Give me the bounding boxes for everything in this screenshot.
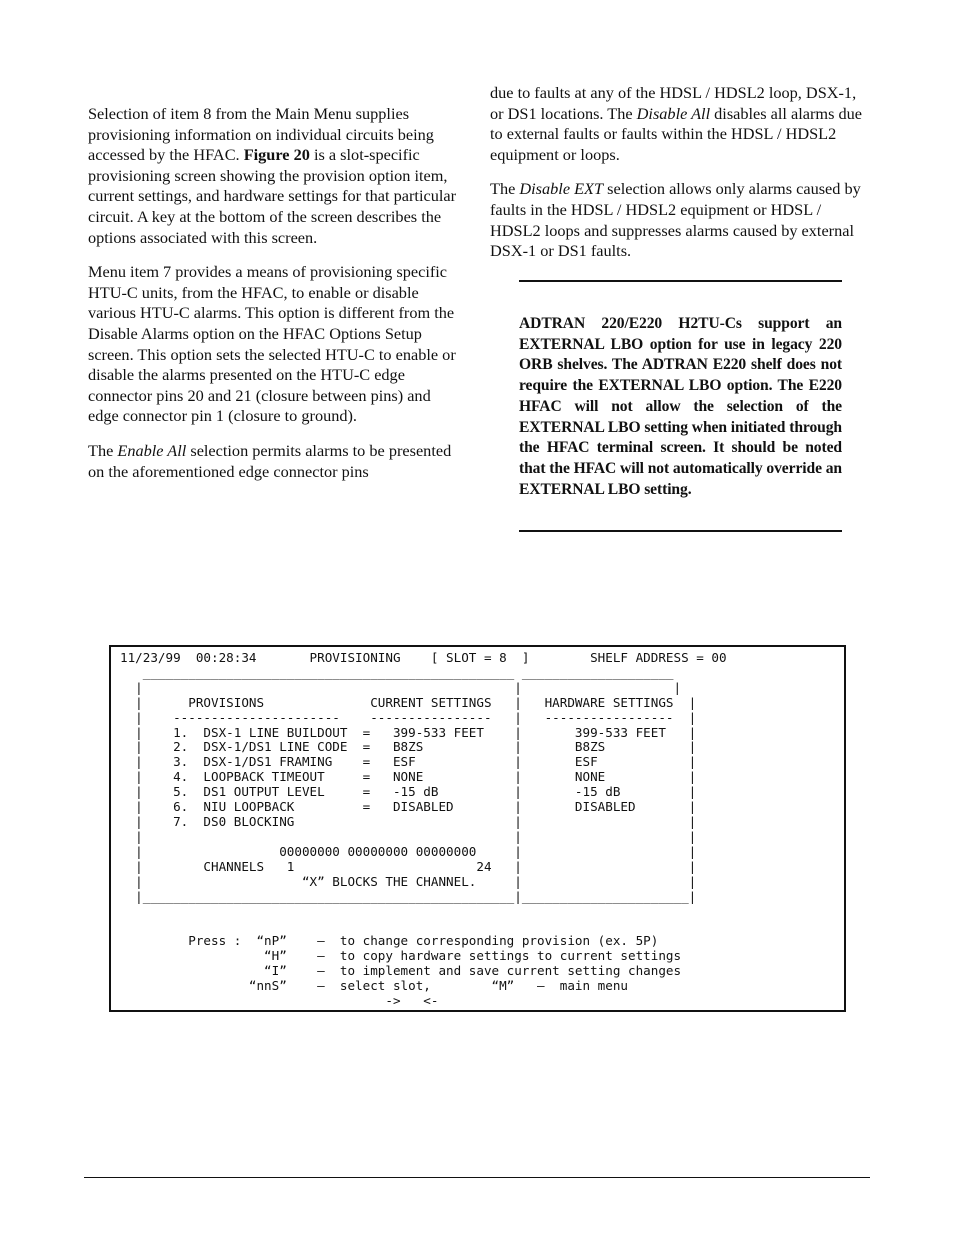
terminal-line: | 7. DS0 BLOCKING | |	[120, 813, 697, 829]
terminal-line: |_________________________________________________|______________________|	[120, 888, 697, 904]
right-text-column	[490, 83, 870, 276]
left-text-column	[88, 104, 460, 496]
terminal-line: | CHANNELS 1 24 | |	[120, 858, 697, 874]
figure-reference: Figure 20	[243, 145, 310, 165]
disable-all-term: Disable All	[636, 103, 711, 123]
disable-ext-term: Disable EXT	[519, 179, 604, 199]
note-box	[519, 280, 842, 532]
terminal-line: | | |	[120, 679, 682, 695]
footer-rule	[84, 1177, 870, 1178]
paragraph-disable-all: due to faults at any of the HDSL / HDSL2 loop, DSX-1, or DS1 locations. The Disable All disables all alarms due to external faults or faults within the HDSL / HDSL2 equipment or loops.	[490, 83, 863, 164]
terminal-line: | ---------------------- ---------------- | ----------------- |	[120, 709, 697, 725]
terminal-line: | 2. DSX-1/DS1 LINE CODE = B8ZS | B8ZS |	[120, 739, 697, 755]
terminal-line: | 3. DSX-1/DS1 FRAMING = ESF | ESF |	[120, 754, 697, 770]
terminal-line: 11/23/99 00:28:34 PROVISIONING [ SLOT = 8 ] SHELF ADDRESS = 00	[120, 650, 727, 665]
terminal-line: Press : “nP” – to change corresponding provision (ex. 5P)	[120, 933, 659, 949]
terminal-line: “I” – to implement and save current setting changes	[120, 963, 682, 979]
provisioning-terminal-screen	[109, 645, 846, 1012]
paragraph-provisioning-intro: Selection of item 8 from the Main Menu supplies provisioning information on individual circuits being accessed by the HFAC. Figure 20 is a slot-specific provisioning screen showing the provision option item, current settings, and hardware settings for that particular circuit. A key at the bottom of the screen describes the options associated with this screen.	[88, 104, 457, 247]
enable-all-term: Enable All	[117, 440, 187, 460]
terminal-line: | 5. DS1 OUTPUT LEVEL = -15 dB | -15 dB |	[120, 784, 697, 800]
terminal-line: “nnS” – select slot, “M” – main menu	[120, 977, 628, 993]
terminal-line: | 6. NIU LOOPBACK = DISABLED | DISABLED |	[120, 799, 697, 815]
paragraph-enable-all: The Enable All selection permits alarms to be presented on the aforementioned edge connector pins	[88, 440, 452, 481]
terminal-line: | 1. DSX-1 LINE BUILDOUT = 399-533 FEET | 399-533 FEET |	[120, 724, 697, 740]
terminal-line: _________________________________________________ ____________________	[120, 664, 674, 680]
terminal-line: | PROVISIONS CURRENT SETTINGS | HARDWARE SETTINGS |	[120, 694, 697, 710]
terminal-line: | 00000000 00000000 00000000 | |	[120, 843, 697, 859]
terminal-line: | | |	[120, 828, 697, 844]
terminal-text	[120, 651, 727, 1009]
terminal-line: | “X” BLOCKS THE CHANNEL. | |	[120, 873, 697, 889]
paragraph-menu-item-7: Menu item 7 provides a means of provisioning specific HTU-C units, from the HFAC, to enable or disable various HTU-C alarms. This option is different from the Disable Alarms option on the HFAC Options Setup screen. This option sets the selected HTU-C to enable or disable the alarms presented on the HTU-C edge connector pins 20 and 21 (closure between pins) and edge connector pin 1 (closure to ground).	[88, 262, 456, 426]
terminal-line: | 4. LOOPBACK TIMEOUT = NONE | NONE |	[120, 769, 697, 785]
terminal-line: -> <-	[120, 992, 439, 1008]
terminal-line: “H” – to copy hardware settings to current settings	[120, 948, 682, 964]
paragraph-disable-ext: The Disable EXT selection allows only alarms caused by faults in the HDSL / HDSL2 equipment or HDSL / HDSL2 loops and suppresses alarms caused by external DSX-1 or DS1 faults.	[490, 179, 861, 261]
note-text: ADTRAN 220/E220 H2TU-Cs support an EXTERNAL LBO option for use in legacy 220 ORB shelves. The ADTRAN E220 shelf does not require the EXTERNAL LBO option. The E220 HFAC will not allow the selection of the EXTERNAL LBO setting when initiated through the HFAC terminal screen. It should be noted that the HFAC will not automatically override an EXTERNAL LBO setting.	[519, 315, 842, 498]
